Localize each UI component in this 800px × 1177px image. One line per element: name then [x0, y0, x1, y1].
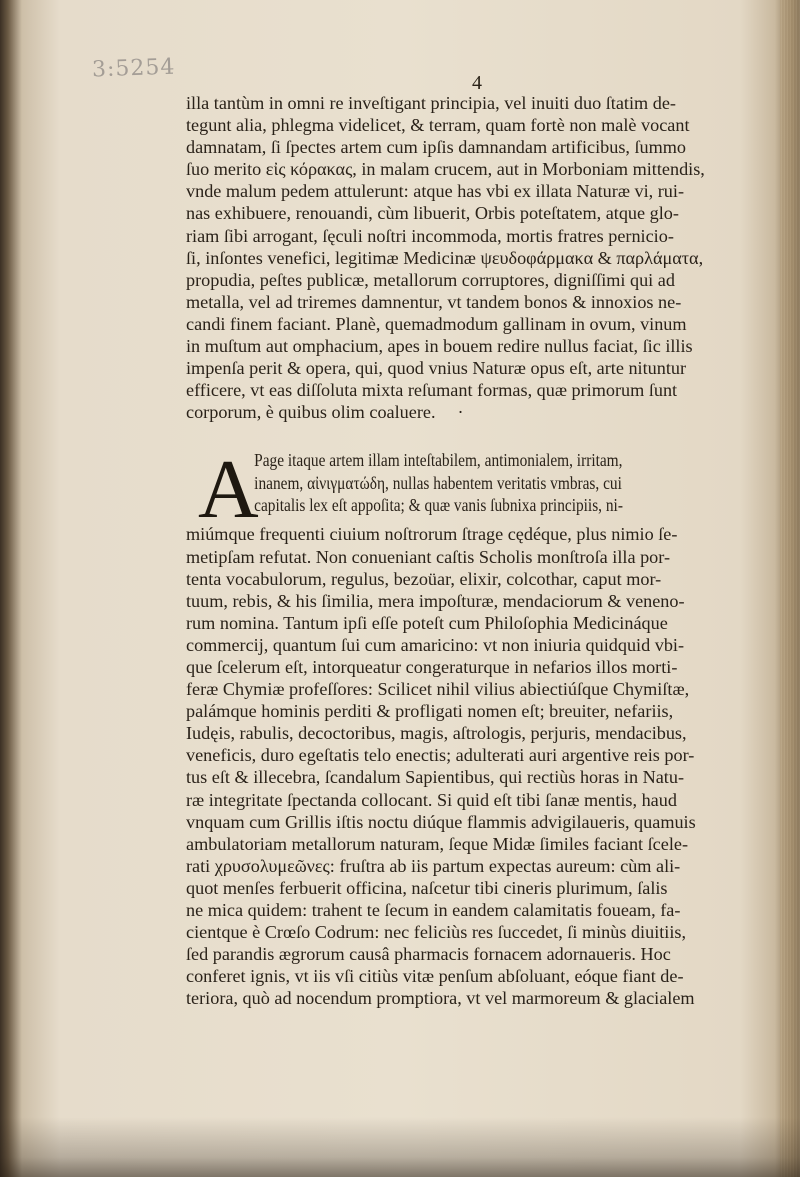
text-line: ſed parandis ægrorum causâ pharmacis fornacem adornaueris. Hoc: [186, 944, 671, 965]
text-line: rum nomina. Tantum ipſi eſſe poteſt cum Philoſophia Medicináque: [186, 612, 668, 633]
text-line: ne mica quidem: trahent te ſecum in eandem calamitatis foueam, fa-: [186, 900, 681, 920]
text-line: palámque hominis perditi & profligati nomen eſt; breuiter, nefariis,: [186, 701, 674, 722]
text-line: tenta vocabulorum, regulus, bezoüar, elixir, colcothar, caput mor-: [186, 568, 662, 589]
text-line: damnatam, ſi ſpectes artem cum ipſis damnandam artificibus, ſummo: [186, 137, 687, 158]
text-line: [186, 401, 766, 423]
text-line: ræ integritate ſpectanda collocant. Si quid eſt tibi ſanæ mentis, haud: [186, 789, 677, 810]
text-line: inanem, αἰνιγματώδη, nullas habentem veritatis vmbras, cui: [254, 472, 622, 493]
paragraph-1: [186, 92, 766, 423]
text-line: capitalis lex eſt appoſita; & quæ vanis ſubnixa principiis, ni-: [254, 494, 623, 515]
text-line: impenſa perit & opera, qui, quod vnius Naturæ opus eſt, arte nituntur: [186, 358, 687, 379]
text-line: cientque è Crœſo Codrum: nec feliciùs res ſuccedet, ſi minùs diuitiis,: [186, 922, 687, 943]
text-line: ſuo merito εἰς κόρακας, in malam crucem, aut in Morboniam mittendis,: [186, 159, 705, 180]
text-line: feræ Chymiæ profeſſores: Scilicet nihil vilius abiectiúſque Chymiſtæ,: [186, 679, 690, 700]
text-line: quot menſes ferbuerit officina, naſcetur tibi cineris plurimum, ſalis: [186, 877, 668, 898]
text-line: commercij, quantum ſui cum amaricino: vt non iniuria quidquid vbi-: [186, 634, 685, 655]
text-line: Iudęis, rabulis, decoctoribus, magis, aſtrologis, perjuris, mendacibus,: [186, 723, 687, 744]
text-line: efficere, vt eas diſſoluta mixta reſumant formas, quæ primorum ſunt: [186, 380, 678, 401]
text-line: Page itaque artem illam inteſtabilem, antimonialem, irritam,: [254, 450, 623, 471]
text-line: in muſtum aut omphacium, apes in bouem redire nullus faciat, ſic illis: [186, 336, 693, 357]
text-line: metalla, vel ad triremes damnentur, vt tandem bonos & innoxios ne-: [186, 291, 682, 312]
text-line: candi finem faciant. Planè, quemadmodum gallinam in ovum, vinum: [186, 313, 687, 334]
text-line: tuum, rebis, & his ſimilia, mera impoſturæ, mendaciorum & veneno-: [186, 590, 685, 611]
text-line: veneficis, duro egeſtatis telo enectis; adulterati auri argentive reis por-: [186, 745, 695, 766]
text-line: illa tantùm in omni re inveſtigant principia, vel inuiti duo ſtatim de-: [186, 93, 676, 113]
text-line: propudia, peſtes publicæ, metallorum corruptores, digniſſimi qui ad: [186, 269, 675, 290]
text-line: tus eſt & illecebra, ſcandalum Sapientibus, qui rectiùs horas in Natu-: [186, 767, 685, 788]
paragraph-2: [186, 443, 766, 1009]
text-line: ambulatoriam metallorum naturam, ſeque Midæ ſimiles faciant ſcele-: [186, 833, 689, 854]
text-line: nas exhibuere, renouandi, cùm libuerit, Orbis poteſtatem, atque glo-: [186, 203, 679, 224]
drop-cap: A: [198, 443, 259, 537]
text-line: ſi, inſontes venefici, legitimæ Medicinæ ψευδοφάρμακα & παρλάματα,: [186, 247, 704, 268]
text-line: miúmque frequenti ciuium noſtrorum ſtrage cędéque, plus nimio ſe-: [186, 524, 678, 545]
text-line: rati χρυσολυμεῶνες: fruſtra ab iis partum expectas aureum: cùm ali-: [186, 855, 681, 876]
text-line: metipſam refutat. Non conueniant caſtis Scholis monſtroſa illa por-: [186, 546, 671, 567]
page-number: 4: [472, 72, 482, 94]
shelfmark-stamp: 3:5254: [91, 54, 176, 83]
text-line: que ſcelerum eſt, intorqueatur congeraturque in nefarios illos morti-: [186, 656, 678, 677]
text-line: teriora, quò ad nocendum promptiora, vt vel marmoreum & glacialem: [186, 988, 695, 1009]
text-line-content: corporum, è quibus olim coaluere.: [186, 402, 436, 423]
binding-shadow: [0, 1117, 800, 1177]
text-block: [186, 92, 766, 1009]
page-edge: [780, 0, 800, 1177]
text-line: vnquam cum Grillis iſtis noctu diúque flammis advigilaueris, quamuis: [186, 811, 696, 832]
text-line: conferet ignis, vt iis vſi citiùs vitæ penſum abſoluant, eóque fiant de-: [186, 966, 684, 987]
text-line: riam ſibi arrogant, ſęculi noſtri incommoda, mortis fratres pernicio-: [186, 225, 674, 246]
text-line: vnde malum pedem attulerunt: atque has vbi ex illata Naturæ vi, rui-: [186, 181, 684, 202]
text-line: tegunt alia, phlegma videlicet, & terram, quam fortè non malè vocant: [186, 115, 690, 136]
ink-dot: ·: [457, 402, 464, 423]
